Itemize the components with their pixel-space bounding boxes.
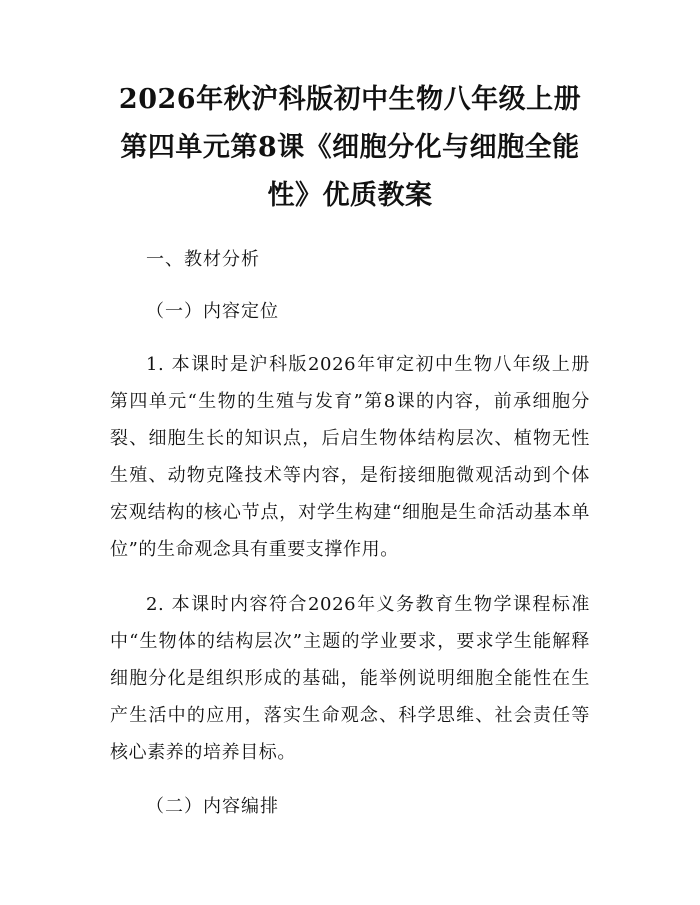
paragraph-2: 2. 本课时内容符合2026年义务教育生物学课程标准中“生物体的结构层次”主题的学业要求，要求学生能解释细胞分化是组织形成的基础，能举例说明细胞全能性在生产生活中的应用，落实生命观念、科学思维、社会责任等核心素养的培养目标。 xyxy=(110,594,590,763)
document-title: 2026年秋沪科版初中生物八年级上册第四单元第8课《细胞分化与细胞全能性》优质教案 xyxy=(118,84,582,211)
subsection-heading-content-arrangement: （二）内容编排 xyxy=(146,796,279,817)
section-heading-teaching-material-analysis: 一、教材分析 xyxy=(146,249,260,270)
subsection-heading-content-positioning: （一）内容定位 xyxy=(146,301,279,322)
paragraph-1: 1. 本课时是沪科版2026年审定初中生物八年级上册第四单元“生物的生殖与发育”第8课的内容，前承细胞分裂、细胞生长的知识点，后启生物体结构层次、植物无性生殖、动物克隆技术等内容，是衔接细胞微观活动到个体宏观结构的核心节点，对学生构建“细胞是生命活动基本单位”的生命观念具有重要支撑作用。 xyxy=(110,354,590,560)
